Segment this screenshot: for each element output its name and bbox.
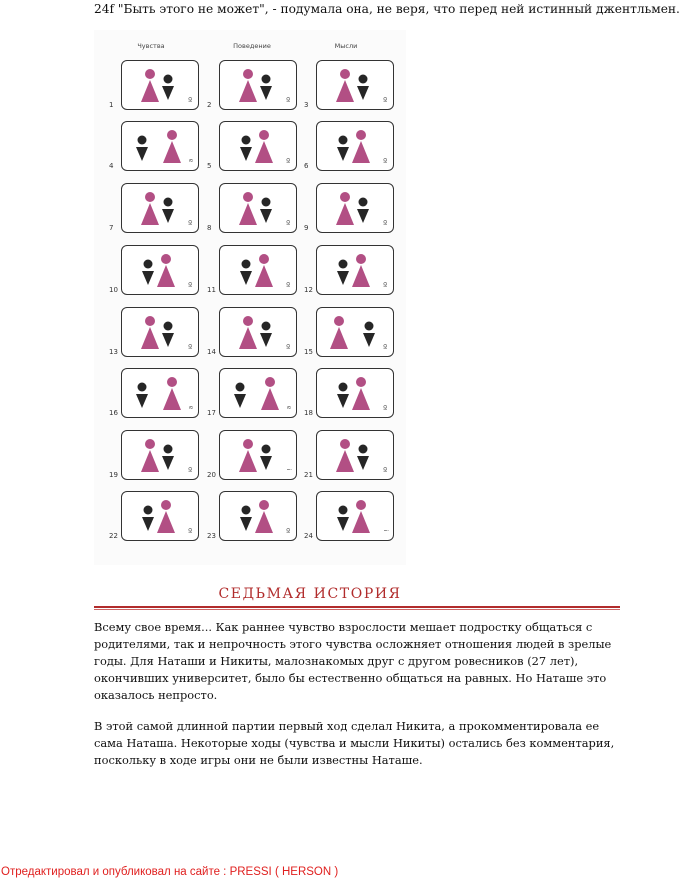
cell-number: 4 bbox=[109, 162, 114, 170]
man-head bbox=[359, 445, 368, 454]
cell-mark: ю bbox=[381, 404, 389, 411]
pictogram-cell bbox=[121, 368, 199, 418]
pictogram-figures bbox=[122, 369, 198, 417]
cell-number: 22 bbox=[109, 532, 118, 540]
cell-mark: ! bbox=[286, 468, 294, 471]
man-head bbox=[262, 198, 271, 207]
man-head bbox=[138, 136, 147, 145]
footer-credit: Отредактировал и опубликовал на сайте : PRESSI ( HERSON ) bbox=[1, 866, 339, 878]
cell-number: 10 bbox=[109, 286, 118, 294]
cell-number: 13 bbox=[109, 348, 118, 356]
cell-mark: ю bbox=[284, 527, 292, 534]
cell-mark: ю bbox=[186, 343, 194, 350]
man-body bbox=[337, 517, 349, 531]
woman-head bbox=[145, 69, 155, 79]
woman-head bbox=[145, 316, 155, 326]
cell-mark: ю bbox=[186, 219, 194, 226]
woman-head bbox=[167, 377, 177, 387]
cell-number: 17 bbox=[207, 409, 216, 417]
man-body bbox=[337, 271, 349, 285]
woman-body bbox=[330, 327, 348, 349]
woman-body bbox=[336, 80, 354, 102]
cell-number: 16 bbox=[109, 409, 118, 417]
woman-head bbox=[334, 316, 344, 326]
woman-body bbox=[261, 388, 279, 410]
cell-mark: а bbox=[187, 405, 195, 410]
woman-head bbox=[356, 500, 366, 510]
pictogram-cell bbox=[316, 430, 394, 480]
man-head bbox=[262, 445, 271, 454]
woman-head bbox=[243, 439, 253, 449]
pictogram-cell bbox=[316, 491, 394, 541]
woman-body bbox=[352, 265, 370, 287]
cell-number: 12 bbox=[304, 286, 313, 294]
woman-head bbox=[161, 254, 171, 264]
cell-mark: ю bbox=[381, 219, 389, 226]
column-header-feelings: Чувства bbox=[137, 42, 165, 50]
woman-head bbox=[356, 254, 366, 264]
woman-body bbox=[336, 203, 354, 225]
man-body bbox=[240, 147, 252, 161]
woman-body bbox=[157, 265, 175, 287]
man-head bbox=[262, 322, 271, 331]
woman-head bbox=[259, 130, 269, 140]
cell-number: 8 bbox=[207, 224, 212, 232]
woman-head bbox=[340, 69, 350, 79]
cell-mark: ю bbox=[381, 281, 389, 288]
woman-body bbox=[141, 327, 159, 349]
woman-body bbox=[352, 141, 370, 163]
pictogram-cell bbox=[121, 121, 199, 171]
pictogram-cell bbox=[219, 245, 297, 295]
cell-mark: ю bbox=[186, 466, 194, 473]
man-head bbox=[242, 506, 251, 515]
cell-mark: ю bbox=[186, 527, 194, 534]
pictogram-cell bbox=[219, 183, 297, 233]
cell-number: 3 bbox=[304, 101, 309, 109]
man-body bbox=[260, 209, 272, 223]
woman-body bbox=[255, 141, 273, 163]
woman-head bbox=[145, 439, 155, 449]
man-head bbox=[164, 198, 173, 207]
cell-number: 24 bbox=[304, 532, 313, 540]
cell-mark: а bbox=[187, 158, 195, 163]
pictogram-cell bbox=[121, 183, 199, 233]
cell-mark: ю bbox=[284, 219, 292, 226]
cell-mark: ю bbox=[381, 157, 389, 164]
pictogram-cell bbox=[219, 430, 297, 480]
pictogram-cell bbox=[121, 491, 199, 541]
cell-mark: а bbox=[285, 405, 293, 410]
woman-head bbox=[340, 192, 350, 202]
man-body bbox=[142, 271, 154, 285]
woman-head bbox=[259, 500, 269, 510]
cell-mark: ю bbox=[284, 96, 292, 103]
woman-head bbox=[340, 439, 350, 449]
man-body bbox=[357, 456, 369, 470]
man-body bbox=[260, 333, 272, 347]
man-body bbox=[240, 271, 252, 285]
woman-body bbox=[239, 80, 257, 102]
pictogram-figures bbox=[317, 492, 393, 540]
man-body bbox=[337, 147, 349, 161]
man-body bbox=[260, 456, 272, 470]
man-body bbox=[357, 209, 369, 223]
man-body bbox=[234, 394, 246, 408]
man-body bbox=[162, 86, 174, 100]
cell-number: 5 bbox=[207, 162, 212, 170]
diagram-figure bbox=[94, 30, 406, 565]
cell-mark: ю bbox=[284, 157, 292, 164]
pictogram-cell bbox=[219, 307, 297, 357]
woman-head bbox=[356, 130, 366, 140]
cell-number: 7 bbox=[109, 224, 114, 232]
pictogram-cell bbox=[316, 245, 394, 295]
man-head bbox=[339, 136, 348, 145]
woman-body bbox=[239, 327, 257, 349]
cell-mark: ю bbox=[186, 281, 194, 288]
man-head bbox=[339, 506, 348, 515]
cell-number: 19 bbox=[109, 471, 118, 479]
cell-number: 6 bbox=[304, 162, 309, 170]
woman-body bbox=[352, 511, 370, 533]
man-head bbox=[242, 260, 251, 269]
pictogram-cell bbox=[219, 121, 297, 171]
man-body bbox=[142, 517, 154, 531]
man-body bbox=[260, 86, 272, 100]
woman-head bbox=[265, 377, 275, 387]
man-head bbox=[339, 260, 348, 269]
pictogram-cell bbox=[121, 245, 199, 295]
man-head bbox=[164, 75, 173, 84]
woman-body bbox=[163, 141, 181, 163]
man-head bbox=[164, 322, 173, 331]
paragraph-moves: В этой самой длинной партии первый ход сделал Никита, а прокомментировала ее сама Наташа. Некоторые ходы (чувства и мысли Никиты) остались без комментария, поскольку в ходе игры они не были известны Наташе. bbox=[94, 719, 615, 767]
cell-number: 14 bbox=[207, 348, 216, 356]
man-body bbox=[363, 333, 375, 347]
header-line: 24f "Быть этого не может", - подумала она, не веря, что перед ней истинный джентльмен. bbox=[94, 2, 680, 16]
column-header-behavior: Поведение bbox=[233, 42, 271, 50]
title-rule-thin bbox=[94, 609, 620, 610]
man-body bbox=[162, 333, 174, 347]
woman-body bbox=[163, 388, 181, 410]
woman-body bbox=[255, 511, 273, 533]
cell-number: 9 bbox=[304, 224, 309, 232]
man-head bbox=[359, 198, 368, 207]
cell-mark: ю bbox=[284, 343, 292, 350]
man-head bbox=[359, 75, 368, 84]
cell-number: 1 bbox=[109, 101, 114, 109]
pictogram-cell bbox=[219, 491, 297, 541]
woman-body bbox=[336, 450, 354, 472]
woman-head bbox=[356, 377, 366, 387]
cell-mark: ю bbox=[381, 343, 389, 350]
pictogram-cell bbox=[316, 307, 394, 357]
woman-body bbox=[157, 511, 175, 533]
woman-body bbox=[141, 80, 159, 102]
pictogram-cell bbox=[219, 60, 297, 110]
pictogram-figures bbox=[220, 369, 296, 417]
woman-head bbox=[259, 254, 269, 264]
pictogram-cell bbox=[219, 368, 297, 418]
man-body bbox=[162, 209, 174, 223]
woman-head bbox=[161, 500, 171, 510]
paragraph-intro: Всему свое время... Как раннее чувство взрослости мешает подростку общаться с родителями, так и непрочность этого чувства осложняет отношения людей в зрелые годы. Для Наташи и Никиты, малознакомых друг с другом ровесников (27 лет), окончивших университет, было бы естественно общаться на равных. Но Наташе это оказалось непросто. bbox=[94, 620, 612, 702]
cell-number: 2 bbox=[207, 101, 212, 109]
pictogram-figures bbox=[122, 122, 198, 170]
title-rule bbox=[94, 606, 620, 608]
cell-number: 23 bbox=[207, 532, 216, 540]
cell-mark: ю bbox=[186, 96, 194, 103]
pictogram-cell bbox=[316, 121, 394, 171]
woman-body bbox=[255, 265, 273, 287]
cell-number: 15 bbox=[304, 348, 313, 356]
cell-mark: ! bbox=[383, 529, 391, 532]
pictogram-cell bbox=[121, 430, 199, 480]
cell-mark: ю bbox=[284, 281, 292, 288]
cell-mark: ю bbox=[381, 96, 389, 103]
man-head bbox=[164, 445, 173, 454]
woman-body bbox=[239, 450, 257, 472]
man-body bbox=[162, 456, 174, 470]
pictogram-cell bbox=[316, 60, 394, 110]
pictogram-cell bbox=[121, 60, 199, 110]
woman-head bbox=[145, 192, 155, 202]
woman-head bbox=[167, 130, 177, 140]
man-head bbox=[138, 383, 147, 392]
woman-body bbox=[141, 203, 159, 225]
cell-number: 20 bbox=[207, 471, 216, 479]
cell-number: 18 bbox=[304, 409, 313, 417]
man-body bbox=[136, 394, 148, 408]
woman-head bbox=[243, 69, 253, 79]
woman-body bbox=[239, 203, 257, 225]
man-body bbox=[357, 86, 369, 100]
man-head bbox=[242, 136, 251, 145]
man-head bbox=[144, 506, 153, 515]
pictogram-cell bbox=[121, 307, 199, 357]
cell-number: 21 bbox=[304, 471, 313, 479]
man-body bbox=[337, 394, 349, 408]
woman-body bbox=[352, 388, 370, 410]
man-head bbox=[339, 383, 348, 392]
woman-head bbox=[243, 316, 253, 326]
column-header-thoughts: Мысли bbox=[334, 42, 358, 50]
woman-body bbox=[141, 450, 159, 472]
cell-number: 11 bbox=[207, 286, 216, 294]
man-body bbox=[240, 517, 252, 531]
man-head bbox=[236, 383, 245, 392]
section-title: СЕДЬМАЯ ИСТОРИЯ bbox=[218, 586, 402, 602]
pictogram-cell bbox=[316, 183, 394, 233]
pictogram-cell bbox=[316, 368, 394, 418]
man-head bbox=[262, 75, 271, 84]
man-head bbox=[365, 322, 374, 331]
cell-mark: ю bbox=[381, 466, 389, 473]
woman-head bbox=[243, 192, 253, 202]
man-body bbox=[136, 147, 148, 161]
pictogram-figures bbox=[220, 431, 296, 479]
man-head bbox=[144, 260, 153, 269]
